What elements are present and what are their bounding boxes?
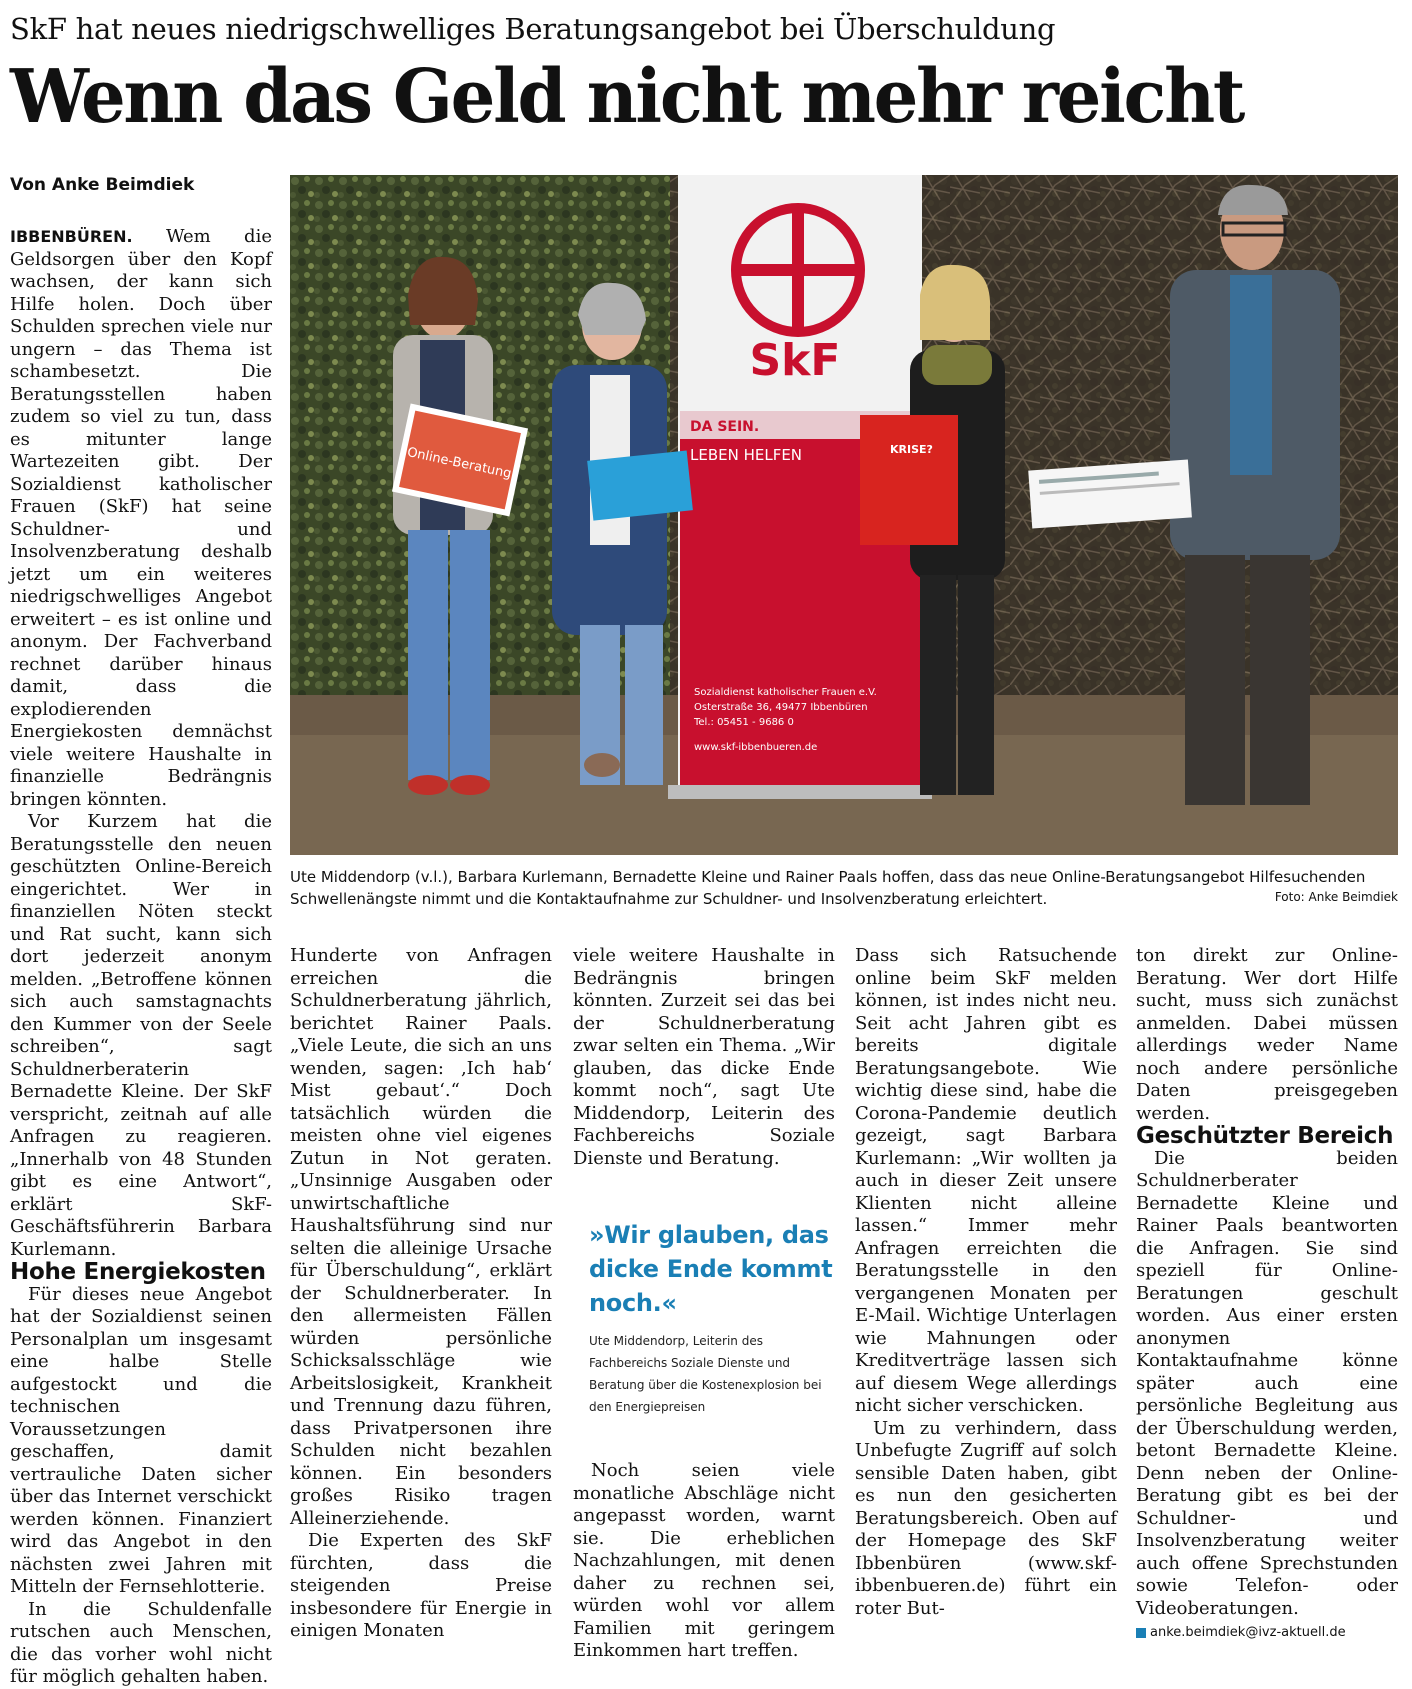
banner-tel: Tel.: 05451 - 9686 0: [694, 717, 794, 728]
article-column-5: [1136, 945, 1398, 1645]
paragraph: ton direkt zur Online-Beratung. Wer dort Hilfe sucht, muss sich zunächst anmelden. Dabei müssen allerdings weder Name noch andere persönliche Daten preisgegeben werden.: [1136, 945, 1398, 1124]
banner-logo-text: SkF: [749, 335, 841, 386]
article-kicker: SkF hat neues niedrigschwelliges Beratungsangebot bei Überschuldung: [10, 12, 1056, 46]
article-column-2: [290, 945, 552, 1643]
dateline: IBBENBÜREN.: [10, 227, 133, 246]
sign-krise: KRISE?: [890, 443, 933, 456]
paragraph: Hunderte von Anfragen erreichen die Schuldnerberatung jährlich, berichtet Rainer Paals. „Viele Leute, die sich an uns wenden, sagen: ‚Ich hab‘ Mist gebaut‘.“ Doch tatsächlich würden die meisten ohne viel eigenes Zutun in Not geraten. „Unsinnige Ausgaben oder unwirtschaftliche Haushaltsführung sind nur selten die alleinige Ursache für Überschuldung“, erklärt der Schuldnerberater. In den allermeisten Fällen würden persönliche Schicksalsschläge wie Arbeitslosigkeit, Krankheit und Trennung dazu führen, dass Privatpersonen ihre Schulden nicht bezahlen können. Ein besonders großes Risiko tragen Alleinerziehende.: [290, 945, 552, 1529]
pull-quote: »Wir glauben, das dicke Ende kommt noch.«: [589, 1221, 833, 1317]
article-byline: Von Anke Beimdiek: [10, 175, 195, 195]
banner-org: Sozialdienst katholischer Frauen e.V.: [694, 687, 877, 698]
banner-street: Osterstraße 36, 49477 Ibbenbüren: [694, 702, 868, 713]
banner-web: www.skf-ibbenbueren.de: [694, 742, 818, 753]
article-column-4: [855, 945, 1117, 1620]
paragraph: Dass sich Ratsuchende online beim SkF melden können, ist indes nicht neu. Seit acht Jahren gibt es bereits digitale Beratungsangebote. Wie wichtig diese sind, habe die Corona-Pandemie deutlich gezeigt, sagt Barbara Kurlemann: „Wir wollten ja auch in dieser Zeit unsere Klienten nicht alleine lassen.“ Immer mehr Anfragen erreichten die Beratungsstelle in den vergangenen Monaten per E-Mail. Wichtige Unterlagen wie Mahnungen oder Kreditverträge lassen sich auf diesem Wege allerdings nicht sicher verschicken.: [855, 945, 1117, 1416]
paragraph-text: Wem die Geldsorgen über den Kopf wachsen, der kann sich Hilfe holen. Doch über Schulden sprechen viele nur ungern – das Thema ist schambesetzt. Die Beratungsstellen haben zudem so viel zu tun, dass es mitunter lange Wartezeiten gibt. Der Sozialdienst katholischer Frauen (SkF) hat seine Schuldner- und Insolvenzberatung deshalb jetzt um ein weiteres niedrigschwelliges Angebot erweitert – es ist online und anonym. Der Fachverband rechnet darüber hinaus damit, dass die explodierenden Energiekosten demnächst viele weitere Haushalte in finanzielle Bedrängnis bringen könnten.: [10, 226, 272, 810]
article-column-3: [573, 945, 835, 1663]
author-email[interactable]: [1136, 1625, 1346, 1640]
paragraph: Um zu verhindern, dass Unbefugte Zugriff auf solch sensible Daten haben, gibt es nun den gesicherten Beratungsbereich. Oben auf der Homepage des SkF Ibbenbüren (www.skf-ibbenbueren.de) führt ein roter But-: [855, 1417, 1117, 1619]
article-column-1: [10, 226, 272, 1689]
paragraph: viele weitere Haushalte in Bedrängnis bringen könnten. Zurzeit sei das bei der Schuldnerberatung zwar selten ein Thema. „Wir glauben, das dicke Ende kommt noch“, sagt Ute Middendorp, Leiterin des Fachbereichs Soziale Dienste und Beratung.: [573, 945, 835, 1169]
subhead-energiekosten: Hohe Energiekosten: [10, 1259, 266, 1285]
article-headline: Wenn das Geld nicht mehr reicht: [10, 54, 1244, 140]
subhead-geschuetzter-bereich: Geschützter Bereich: [1136, 1123, 1394, 1149]
paragraph: Noch seien viele monatliche Abschläge nicht angepasst worden, warnt sie. Die erheblichen Nachzahlungen, mit denen daher zu rechnen sei, würden wohl vor allem Familien mit geringem Einkommen hart treffen.: [573, 1460, 835, 1661]
photo-credit: Foto: Anke Beimdiek: [1274, 890, 1398, 904]
paragraph: [1136, 1148, 1398, 1645]
paragraph-text: Die beiden Schuldnerberater Bernadette Kleine und Rainer Paals beantworten die Anfragen. Sie sind speziell für Online-Beratungen geschult worden. Aus einer ersten anonymen Kontaktaufnahme könne später auch eine persönliche Begleitung aus der Überschuldung werden, betont Bernadette Kleine. Denn neben der Online-Beratung gibt es bei der Schuldner- und Insolvenzberatung weiter auch offene Sprechstunden sowie Telefon- oder Videoberatungen.: [1136, 1147, 1398, 1619]
email-marker-icon: [1136, 1628, 1146, 1638]
paragraph: In die Schuldenfalle rutschen auch Menschen, die das vorher wohl nicht für möglich gehalten haben.: [10, 1598, 272, 1687]
paragraph: Vor Kurzem hat die Beratungsstelle den neuen geschützten Online-Bereich eingerichtet. Wer in finanziellen Nöten steckt und Rat sucht, kann sich dort jederzeit anonym melden. „Betroffene können sich auch samstagnachts den Kummer von der Seele schreiben“, sagt Schuldnerberaterin Bernadette Kleine. Der SkF verspricht, zeitnah auf alle Anfragen zu reagieren. „Innerhalb von 48 Stunden gibt es eine Antwort“, erklärt SkF-Geschäftsführerin Barbara Kurlemann.: [10, 811, 272, 1260]
sign-online-beratung: Online-Beratung: [405, 445, 513, 482]
banner-slogan-1: DA SEIN.: [690, 419, 760, 435]
paragraph: Für dieses neue Angebot hat der Sozialdienst seinen Personalplan um insgesamt eine halbe Stelle aufgestockt und die technischen Voraussetzungen geschaffen, damit vertrauliche Daten sicher über das Internet verschickt werden können. Finanziert wird das Angebot in den nächsten zwei Jahren mit Mitteln der Fernsehlotterie.: [10, 1283, 272, 1597]
pull-quote-attribution: Ute Middendorp, Leiterin des Fachbereichs Soziale Dienste und Beratung über die Kostenexplosion bei den Energiepreisen: [589, 1334, 822, 1414]
banner-slogan-2: LEBEN HELFEN: [690, 446, 803, 464]
paragraph: Die Experten des SkF fürchten, dass die steigenden Preise insbesondere für Energie in einigen Monaten: [290, 1530, 552, 1641]
article-photo: [290, 175, 1398, 855]
photo-caption: Ute Middendorp (v.l.), Barbara Kurlemann, Bernadette Kleine und Rainer Paals hoffen, dass das neue Online-Beratungsangebot Hilfesuchenden Schwellenängste nimmt und die Kontaktaufnahme zur Schuldner- und Insolvenzberatung erleichtert.: [290, 868, 1366, 908]
author-email-text: anke.beimdiek@ivz-aktuell.de: [1150, 1625, 1346, 1640]
paragraph: [10, 226, 272, 811]
